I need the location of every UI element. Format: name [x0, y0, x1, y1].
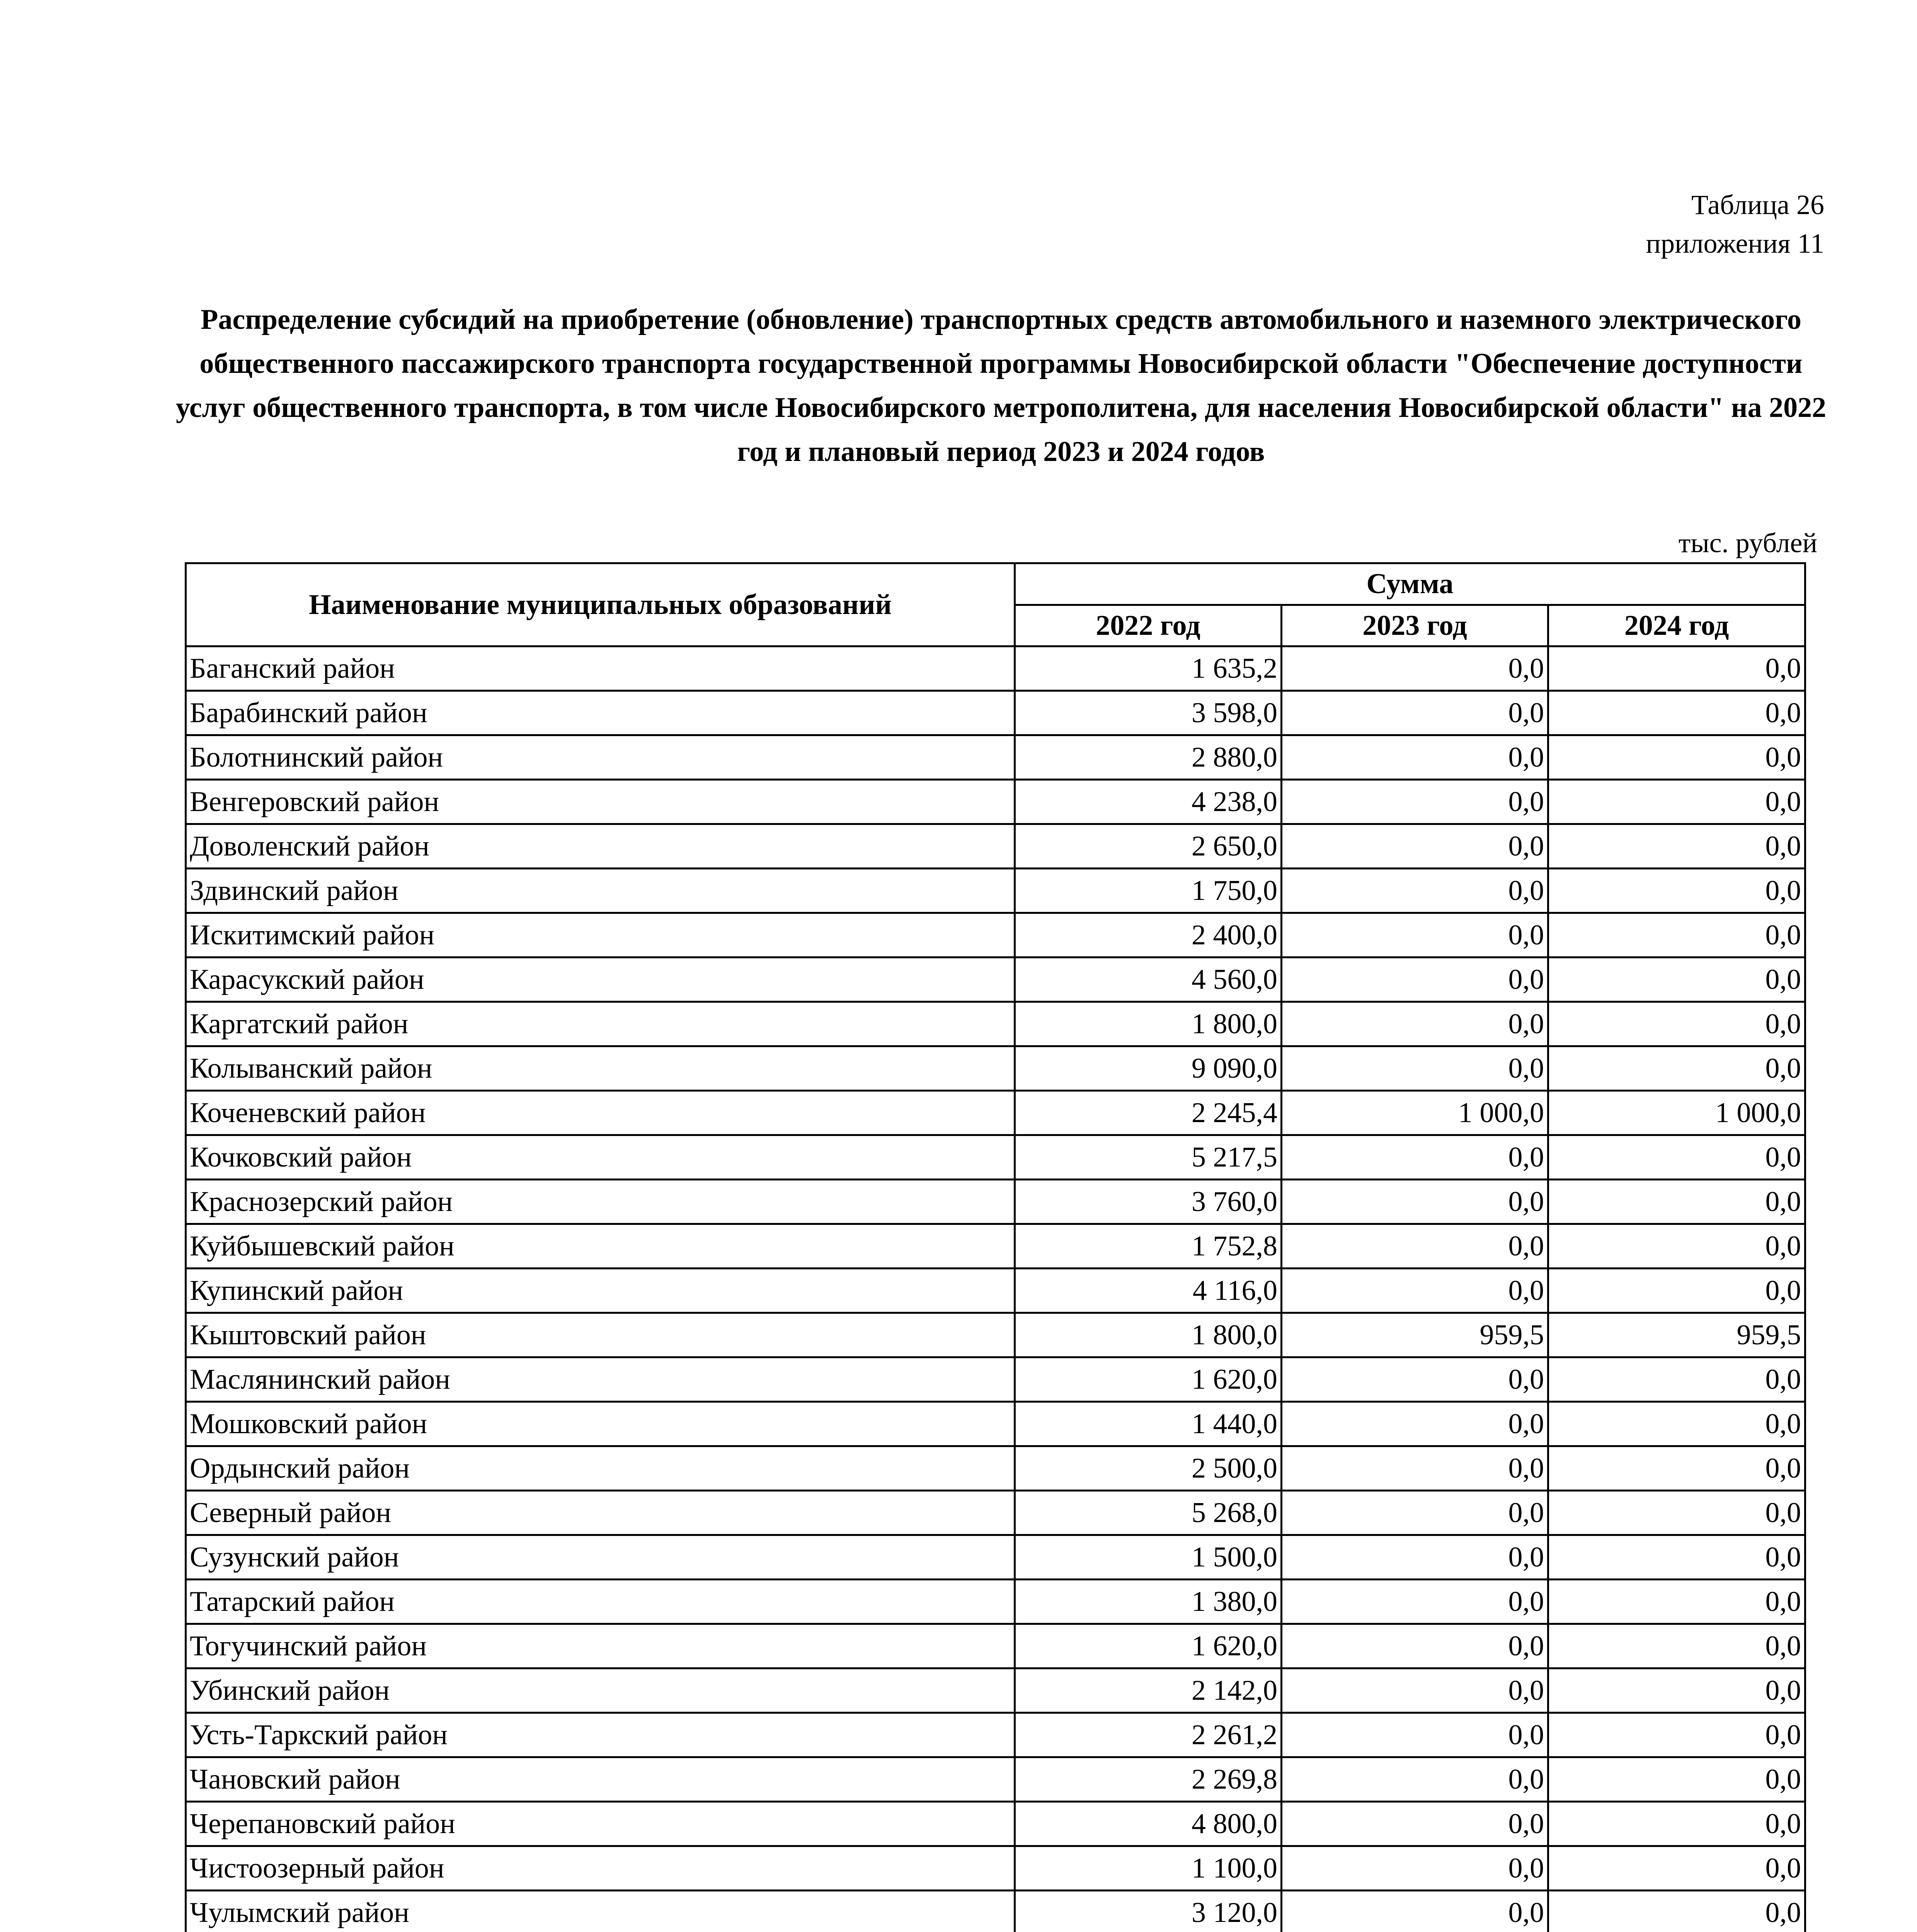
row-value-2024: 0,0: [1548, 1269, 1805, 1313]
row-value-2024: 0,0: [1548, 1491, 1805, 1535]
row-value-2022: 2 142,0: [1015, 1668, 1282, 1713]
subsidy-table: [185, 562, 1806, 1932]
table-row: [186, 1002, 1805, 1046]
row-name: Доволенский район: [186, 824, 1015, 869]
row-value-2022: 1 752,8: [1015, 1224, 1282, 1269]
column-header-2022: 2022 год: [1015, 605, 1282, 646]
row-name: Кыштовский район: [186, 1313, 1015, 1357]
row-value-2023: 0,0: [1282, 1135, 1548, 1180]
row-value-2023: 0,0: [1282, 1491, 1548, 1535]
row-name: Убинский район: [186, 1668, 1015, 1713]
row-value-2024: 0,0: [1548, 1802, 1805, 1846]
row-value-2024: 0,0: [1548, 1046, 1805, 1091]
row-value-2022: 1 635,2: [1015, 646, 1282, 691]
table-row: [186, 913, 1805, 957]
table-row: [186, 780, 1805, 824]
row-value-2023: 0,0: [1282, 691, 1548, 735]
row-value-2022: 2 650,0: [1015, 824, 1282, 869]
row-value-2024: 0,0: [1548, 780, 1805, 824]
row-name: Кочковский район: [186, 1135, 1015, 1180]
row-name: Тогучинский район: [186, 1624, 1015, 1668]
row-name: Колыванский район: [186, 1046, 1015, 1091]
row-value-2024: 0,0: [1548, 691, 1805, 735]
row-value-2022: 3 760,0: [1015, 1180, 1282, 1224]
row-value-2022: 2 400,0: [1015, 913, 1282, 957]
row-value-2024: 0,0: [1548, 1535, 1805, 1580]
row-value-2023: 0,0: [1282, 1846, 1548, 1891]
table-row: [186, 957, 1805, 1002]
table-row: [186, 1757, 1805, 1802]
row-value-2022: 4 238,0: [1015, 780, 1282, 824]
row-value-2023: 0,0: [1282, 1180, 1548, 1224]
row-name: Мошковский район: [186, 1402, 1015, 1446]
table-row: [186, 646, 1805, 691]
row-name: Болотнинский район: [186, 735, 1015, 780]
row-value-2023: 0,0: [1282, 1624, 1548, 1668]
row-value-2024: 0,0: [1548, 824, 1805, 869]
row-name: Коченевский район: [186, 1091, 1015, 1135]
table-number-label: Таблица 26: [1691, 189, 1824, 220]
row-value-2023: 0,0: [1282, 1269, 1548, 1313]
table-row: [186, 824, 1805, 869]
table-row: [186, 1713, 1805, 1757]
row-value-2023: 0,0: [1282, 1357, 1548, 1402]
row-value-2023: 1 000,0: [1282, 1091, 1548, 1135]
row-value-2022: 1 800,0: [1015, 1002, 1282, 1046]
row-value-2022: 5 217,5: [1015, 1135, 1282, 1180]
row-value-2022: 1 440,0: [1015, 1402, 1282, 1446]
table-row: [186, 691, 1805, 735]
row-name: Чулымский район: [186, 1891, 1015, 1932]
row-value-2024: 0,0: [1548, 1624, 1805, 1668]
row-value-2024: 0,0: [1548, 1180, 1805, 1224]
row-value-2024: 0,0: [1548, 1224, 1805, 1269]
row-value-2024: 0,0: [1548, 957, 1805, 1002]
row-value-2024: 0,0: [1548, 1846, 1805, 1891]
row-name: Сузунский район: [186, 1535, 1015, 1580]
table-row: [186, 1491, 1805, 1535]
row-name: Маслянинский район: [186, 1357, 1015, 1402]
row-value-2024: 0,0: [1548, 1891, 1805, 1932]
row-name: Чистоозерный район: [186, 1846, 1015, 1891]
row-value-2023: 0,0: [1282, 1891, 1548, 1932]
table-row: [186, 1580, 1805, 1624]
row-value-2022: 2 500,0: [1015, 1446, 1282, 1491]
row-value-2022: 1 380,0: [1015, 1580, 1282, 1624]
row-value-2023: 959,5: [1282, 1313, 1548, 1357]
row-value-2024: 0,0: [1548, 869, 1805, 913]
column-header-name: Наименование муниципальных образований: [186, 563, 1015, 646]
row-value-2023: 0,0: [1282, 1046, 1548, 1091]
table-reference: [1646, 185, 1824, 263]
table-row: [186, 735, 1805, 780]
table-row: [186, 1091, 1805, 1135]
row-value-2022: 9 090,0: [1015, 1046, 1282, 1091]
row-name: Венгеровский район: [186, 780, 1015, 824]
row-value-2022: 4 116,0: [1015, 1269, 1282, 1313]
units-label: тыс. рублей: [1678, 527, 1817, 558]
row-value-2022: 4 800,0: [1015, 1802, 1282, 1846]
row-value-2024: 0,0: [1548, 1357, 1805, 1402]
row-value-2022: 1 750,0: [1015, 869, 1282, 913]
table-row: [186, 1180, 1805, 1224]
row-name: Карасукский район: [186, 957, 1015, 1002]
row-name: Каргатский район: [186, 1002, 1015, 1046]
row-name: Северный район: [186, 1491, 1015, 1535]
row-value-2023: 0,0: [1282, 780, 1548, 824]
table-row: [186, 1668, 1805, 1713]
table-row: [186, 1624, 1805, 1668]
row-name: Краснозерский район: [186, 1180, 1015, 1224]
row-value-2024: 959,5: [1548, 1313, 1805, 1357]
row-value-2023: 0,0: [1282, 1224, 1548, 1269]
table-row: [186, 1402, 1805, 1446]
column-header-2024: 2024 год: [1548, 605, 1805, 646]
row-value-2024: 0,0: [1548, 913, 1805, 957]
row-value-2023: 0,0: [1282, 1446, 1548, 1491]
row-name: Куйбышевский район: [186, 1224, 1015, 1269]
table-row: [186, 1135, 1805, 1180]
row-name: Черепановский район: [186, 1802, 1015, 1846]
row-value-2024: 0,0: [1548, 1580, 1805, 1624]
row-value-2022: 1 800,0: [1015, 1313, 1282, 1357]
row-value-2024: 1 000,0: [1548, 1091, 1805, 1135]
row-value-2024: 0,0: [1548, 1446, 1805, 1491]
table-row: [186, 1313, 1805, 1357]
row-value-2023: 0,0: [1282, 913, 1548, 957]
row-value-2023: 0,0: [1282, 735, 1548, 780]
row-name: Здвинский район: [186, 869, 1015, 913]
table-row: [186, 1224, 1805, 1269]
row-name: Усть-Таркский район: [186, 1713, 1015, 1757]
row-value-2023: 0,0: [1282, 1668, 1548, 1713]
table-row: [186, 1891, 1805, 1932]
row-value-2022: 2 269,8: [1015, 1757, 1282, 1802]
row-value-2024: 0,0: [1548, 1757, 1805, 1802]
table-row: [186, 1446, 1805, 1491]
row-value-2023: 0,0: [1282, 1002, 1548, 1046]
row-value-2023: 0,0: [1282, 1535, 1548, 1580]
table-row: [186, 1357, 1805, 1402]
table-row: [186, 1846, 1805, 1891]
row-value-2022: 1 500,0: [1015, 1535, 1282, 1580]
row-value-2024: 0,0: [1548, 735, 1805, 780]
row-value-2023: 0,0: [1282, 1802, 1548, 1846]
row-name: Купинский район: [186, 1269, 1015, 1313]
table-row: [186, 1046, 1805, 1091]
row-value-2024: 0,0: [1548, 1402, 1805, 1446]
row-value-2024: 0,0: [1548, 1135, 1805, 1180]
row-value-2023: 0,0: [1282, 957, 1548, 1002]
row-value-2022: 2 880,0: [1015, 735, 1282, 780]
row-value-2024: 0,0: [1548, 1002, 1805, 1046]
row-value-2023: 0,0: [1282, 1757, 1548, 1802]
row-value-2022: 3 120,0: [1015, 1891, 1282, 1932]
table-row: [186, 1535, 1805, 1580]
row-value-2023: 0,0: [1282, 1713, 1548, 1757]
row-name: Баганский район: [186, 646, 1015, 691]
row-value-2024: 0,0: [1548, 1713, 1805, 1757]
row-value-2024: 0,0: [1548, 1668, 1805, 1713]
table-body: [186, 646, 1805, 1932]
row-value-2022: 1 100,0: [1015, 1846, 1282, 1891]
row-value-2022: 1 620,0: [1015, 1357, 1282, 1402]
row-name: Татарский район: [186, 1580, 1015, 1624]
row-value-2022: 2 245,4: [1015, 1091, 1282, 1135]
row-name: Ордынский район: [186, 1446, 1015, 1491]
document-title: Распределение субсидий на приобретение (обновление) транспортных средств автомобильного и наземного электрического общественного пассажирского транспорта государственной программы Новосибирской области "Обеспечение доступности услуг общественного транспорта, в том числе Новосибирского метрополитена, для населения Новосибирской области" на 2022 год и плановый период 2023 и 2024 годов: [175, 304, 1827, 468]
row-value-2023: 0,0: [1282, 869, 1548, 913]
column-header-2023: 2023 год: [1282, 605, 1548, 646]
row-value-2023: 0,0: [1282, 824, 1548, 869]
table-row: [186, 1802, 1805, 1846]
row-value-2022: 3 598,0: [1015, 691, 1282, 735]
row-value-2023: 0,0: [1282, 1402, 1548, 1446]
row-name: Искитимский район: [186, 913, 1015, 957]
table-row: [186, 1269, 1805, 1313]
row-value-2024: 0,0: [1548, 646, 1805, 691]
row-value-2022: 4 560,0: [1015, 957, 1282, 1002]
row-value-2022: 5 268,0: [1015, 1491, 1282, 1535]
column-header-sum: Сумма: [1015, 563, 1805, 605]
row-value-2022: 2 261,2: [1015, 1713, 1282, 1757]
row-name: Чановский район: [186, 1757, 1015, 1802]
table-row: [186, 869, 1805, 913]
row-name: Барабинский район: [186, 691, 1015, 735]
row-value-2022: 1 620,0: [1015, 1624, 1282, 1668]
row-value-2023: 0,0: [1282, 1580, 1548, 1624]
appendix-label: приложения 11: [1646, 228, 1824, 259]
row-value-2023: 0,0: [1282, 646, 1548, 691]
